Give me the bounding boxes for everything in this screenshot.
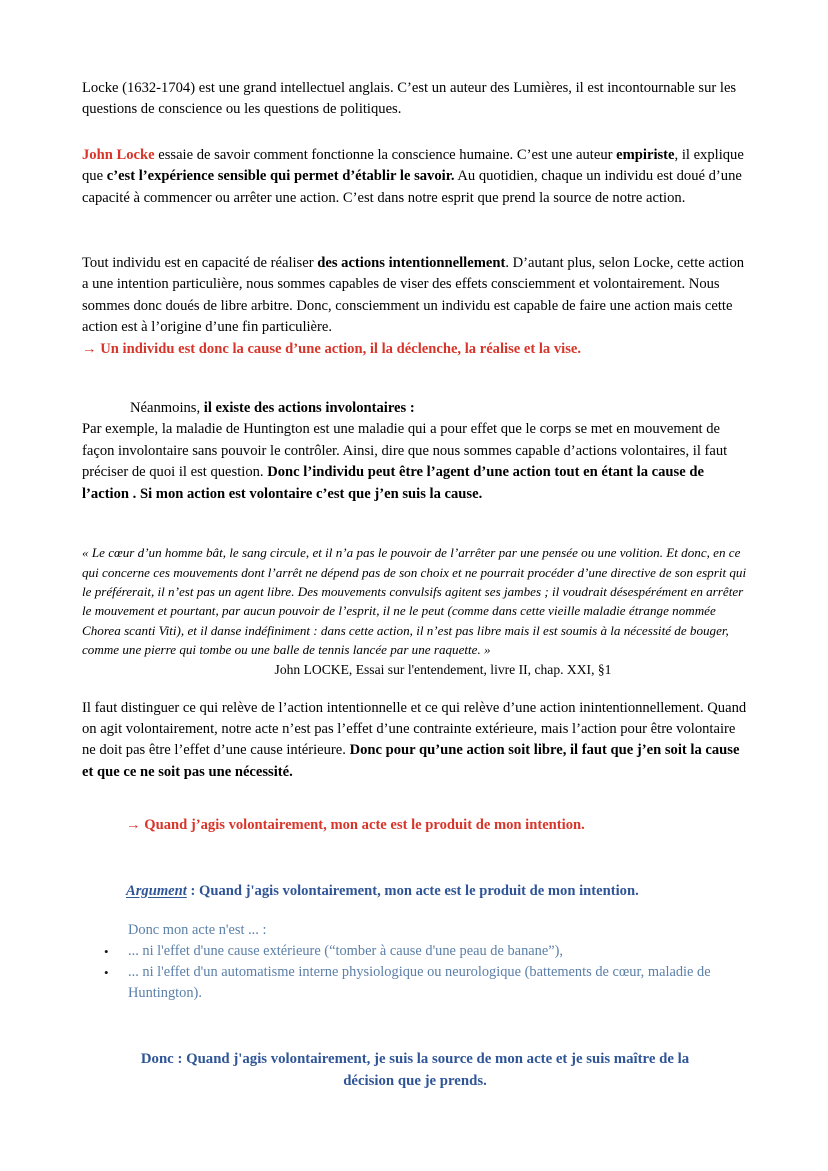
spacer xyxy=(82,121,748,145)
argument-separator: : xyxy=(186,882,199,899)
paragraph-huntington xyxy=(82,419,748,505)
argument-lead-in: Donc mon acte n'est ... : xyxy=(128,921,267,938)
locke-bold-claim: c’est l’expérience sensible qui permet d’établir le savoir. xyxy=(106,168,455,185)
red-statement-period: . xyxy=(581,817,585,834)
empiriste-term: empiriste xyxy=(616,146,675,163)
spacer xyxy=(82,680,748,698)
distinguer-bold-tail: Donc pour qu’une action soit libre, il faut que j’en soit la cause et que ce ne soit pas une nécessité. xyxy=(82,742,740,780)
spacer xyxy=(82,360,748,398)
list-item xyxy=(82,941,748,962)
locke-quotation: « Le cœur d’un homme bât, le sang circule, et il n’a pas le pouvoir de l’arrêter par une pensée ou une volition. Et donc, en ce qui concerne ces mouvements dont l’arrêt ne dépend pas de son choix et ne pourrait procéder d’une directive de son esprit qui le préférerait, il n’est pas un agent libre. Des mouvements convulsifs agitent ses jambes ; il voudrait désespérément en arrêter le mouvement et pourtant, par aucun pouvoir de l’esprit, il ne le peut (comme dans cette vieille maladie étrange nommée Chorea scanti Viti), et il danse indéfiniment : dans cette action, il n’est pas libre mais il est soumis à la nécessité de bouger, comme une pierre qui tombe ou une balle de tennis lancée par une raquette. » xyxy=(82,545,747,658)
bullet-icon: • xyxy=(104,943,109,959)
intentional-bold-phrase: des actions intentionnellement xyxy=(317,255,506,272)
paragraph-actions-intentionnelles xyxy=(82,253,748,339)
neanmoins-normal: Néanmoins, xyxy=(130,400,204,417)
document-body xyxy=(82,78,748,1092)
neanmoins-bold: il existe des actions involontaires : xyxy=(203,400,415,417)
paragraph-neanmoins-lead xyxy=(82,398,748,419)
conclusion-statement: Donc : Quand j'agis volontairement, je suis la source de mon acte et je suis maître de la décision que je prends. xyxy=(140,1050,690,1089)
huntington-text: Par exemple, la maladie de Huntington est une maladie qui a pour effet que le corps se met en mouvement de façon involontaire sans pouvoir le contrôler. Ainsi, dire que nous sommes capable d’actions volontaires, il faut préciser de quoi il est question. xyxy=(82,421,728,481)
red-statement-text: → Quand j’agis volontairement, mon acte est le produit de mon intention xyxy=(126,817,582,834)
paragraph-intro xyxy=(82,78,748,121)
locke-text-before: essaie de savoir comment fonctionne la conscience humaine. C’est une auteur xyxy=(154,146,617,163)
quotation-source: John LOCKE, Essai sur l'entendement, livre II, chap. XXI, §1 xyxy=(274,661,612,677)
intro-text: Locke (1632-1704) est une grand intellectuel anglais. C’est un auteur des Lumières, il est incontournable sur les questions de conscience ou les questions de politiques. xyxy=(82,80,737,118)
spacer xyxy=(82,783,748,815)
spacer xyxy=(82,1004,748,1048)
list-item-text: ... ni l'effet d'une cause extérieure (“tomber à cause d'une peau de banane”), xyxy=(128,942,564,959)
paragraph-john-locke xyxy=(82,145,748,209)
spacer xyxy=(82,209,748,253)
paragraph-distinguer xyxy=(82,698,748,784)
intentional-text-end: . D’autant plus, selon Locke, cette action a une intention particulière, nous sommes capables de viser des effets consciemment et volontairement. Nous sommes donc doués de libre arbitre. Donc, consciemment un individu est capable de faire une action mais cette action est à l’origine d’une fin particulière. xyxy=(82,255,745,336)
spacer xyxy=(82,505,748,543)
argument-label: Argument xyxy=(126,882,187,899)
list-item-text: ... ni l'effet d'un automatisme interne physiologique ou neurologique (battements de cœur, maladie de Huntington). xyxy=(128,963,711,1001)
locke-text-mid: , il explique que xyxy=(82,146,744,185)
red-arrow-conclusion-1: → Un individu est donc la cause d’une action, il la déclenche, la réalise et la vise. xyxy=(82,340,582,357)
distinguer-text: Il faut distinguer ce qui relève de l’action intentionnelle et ce qui relève d’une action inintentionnellement. Quand on agit volontairement, notre acte n’est pas l’effet d’une contrainte extérieure, mais l’action pour être volontaire ne doit pas être l’effet d’une cause intérieure. xyxy=(82,699,747,759)
bullet-icon: • xyxy=(104,964,109,980)
john-locke-name: John Locke xyxy=(82,146,155,163)
argument-heading xyxy=(82,881,748,902)
spacer xyxy=(82,902,748,920)
argument-text: Quand j'agis volontairement, mon acte est le produit de mon intention. xyxy=(199,882,639,899)
list-item xyxy=(82,962,748,1004)
locke-text-after: Au quotidien, chaque un individu est doué d’une capacité à commencer ou arrêter une action. C’est dans notre esprit que prend la source de notre action. xyxy=(82,168,742,206)
huntington-bold-tail: Donc l’individu peut être l’agent d’une action tout en étant la cause de l’action . Si mon action est volontaire c’est que j’en suis la cause. xyxy=(82,464,704,502)
intentional-text-start: Tout individu est en capacité de réaliser xyxy=(82,255,318,272)
argument-list xyxy=(82,941,748,1004)
spacer xyxy=(82,837,748,881)
red-arrow-conclusion-2 xyxy=(82,815,748,836)
